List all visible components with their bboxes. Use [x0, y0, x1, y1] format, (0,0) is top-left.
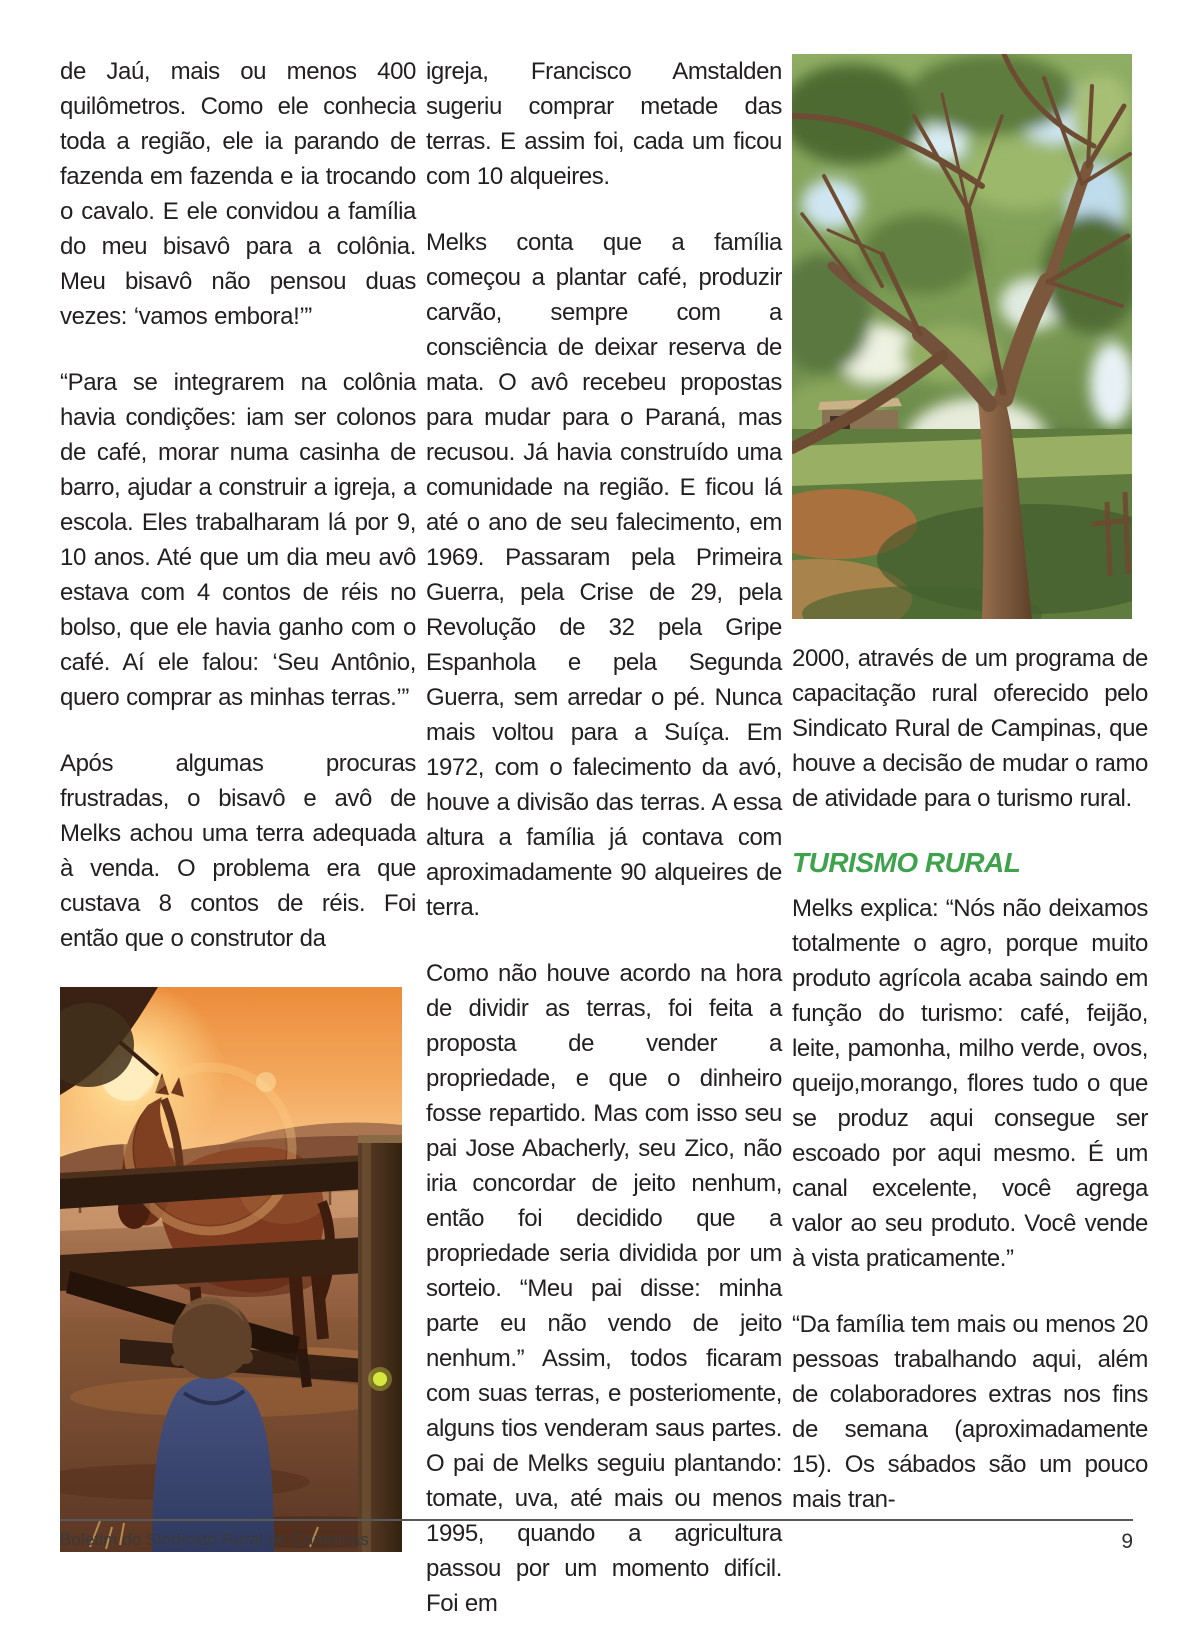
- page-footer: [60, 1519, 1133, 1554]
- body-paragraph: Melks explica: “Nós não deixamos totalmente o agro, porque muito produto agrícola acaba saindo em função do turismo: café, feijão, leite, pamonha, milho verde, ovos, queijo,morango, flores tudo o que se produz aqui consegue ser escoado por aqui mesmo. É um canal excelente, você agrega valor ao seu produto. Você vende à vista praticamente.”: [792, 895, 1148, 1272]
- body-paragraph: “Para se integrarem na colônia havia condições: iam ser colonos de café, morar numa casinha de barro, ajudar a construir a igreja, a escola. Eles trabalharam lá por 9, 10 anos. Até que um dia meu avô estava com 4 contos de réis no bolso, que ele havia ganho com o café. Aí ele falou: ‘Seu Antônio, quero comprar as minhas terras.’”: [60, 369, 416, 711]
- horse-sunset-photo: [60, 987, 416, 1552]
- body-paragraph: 2000, através de um programa de capacitação rural oferecido pelo Sindicato Rural de Campinas, que houve a decisão de mudar o ramo de atividade para o turismo rural.: [792, 645, 1148, 812]
- body-paragraph: de Jaú, mais ou menos 400 quilômetros. Como ele conhecia toda a região, ele ia parando de fazenda em fazenda e ia trocando o cavalo. E ele convidou a família do meu bisavô para a colônia. Meu bisavô não pensou duas vezes: ‘vamos embora!’”: [60, 58, 416, 330]
- column-1: [60, 54, 416, 1652]
- body-paragraph: Melks conta que a família começou a plantar café, produzir carvão, sempre com a consciência de deixar reserva de mata. O avô recebeu propostas para mudar para o Paraná, mas recusou. Já havia construído uma comunidade na região. E ficou lá até o ano de seu falecimento, em 1969. Passaram pela Primeira Guerra, pela Crise de 29, pela Revolução de 32 pela Gripe Espanhola e pela Segunda Guerra, sem arredar o pé. Nunca mais voltou para a Suíça. Em 1972, com o falecimento da avó, houve a divisão das terras. A essa altura a família já contava com aproximadamente 90 alqueires de terra.: [426, 229, 782, 921]
- body-paragraph: Após algumas procuras frustradas, o bisavô e avô de Melks achou uma terra adequada à venda. O problema era que custava 8 contos de réis. Foi então que o construtor da: [60, 750, 416, 952]
- tree-photo: [792, 54, 1148, 619]
- body-paragraph: igreja, Francisco Amstalden sugeriu comprar metade das terras. E assim foi, cada um ficou com 10 alqueires.: [426, 58, 782, 190]
- body-paragraph: Como não houve acordo na hora de dividir as terras, foi feita a proposta de vender a propriedade, e que o dinheiro fosse repartido. Mas com isso seu pai Jose Abacherly, seu Zico, não iria concordar de jeito nenhum, então foi decidido que a propriedade seria dividida por um sorteio. “Meu pai disse: minha parte eu não vendo de jeito nenhum.” Assim, todos ficaram com suas terras, e posteriomente, alguns tios venderam saus partes. O pai de Melks seguiu plantando: tomate, uva, até mais ou menos 1995, quando a agricultura passou por um momento difícil. Foi em: [426, 960, 782, 1617]
- section-heading-turismo-rural: TURISMO RURAL: [792, 847, 1021, 878]
- page-number: 9: [1121, 1530, 1133, 1553]
- body-paragraph: “Da família tem mais ou menos 20 pessoas trabalhando aqui, além de colaboradores extras nos fins de semana (aproximadamente 15). Os sábados são um pouco mais tran-: [792, 1311, 1148, 1513]
- column-3: [792, 54, 1148, 1652]
- column-2: [426, 54, 782, 1652]
- footer-publication-title: Boletim do Sindicato Rural de Campinas: [60, 1530, 370, 1549]
